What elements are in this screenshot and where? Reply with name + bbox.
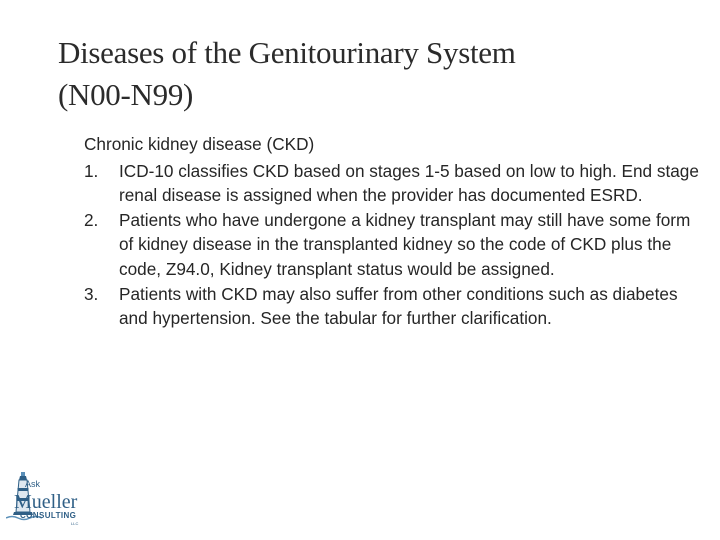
company-logo (6, 468, 102, 532)
title-line-2: (N00-N99) (58, 77, 194, 112)
list-item-text: ICD-10 classifies CKD based on stages 1-5 based on low to high. End stage renal disease is assigned when the provider has documented ESRD. (119, 160, 699, 206)
logo-graphic (6, 468, 102, 532)
list-item (84, 208, 704, 282)
slide-title (58, 32, 678, 116)
logo-word-llc: LLC (71, 521, 79, 526)
intro-text: Chronic kidney disease (CKD) (84, 134, 315, 154)
slide-body (84, 132, 704, 331)
numbered-list (84, 159, 704, 331)
list-item-number: 2. (84, 209, 99, 230)
list-item-number: 3. (84, 283, 99, 304)
list-item (84, 159, 704, 208)
list-item (84, 282, 704, 331)
title-line-1: Diseases of the Genitourinary System (58, 35, 516, 70)
logo-word-ask: Ask (25, 479, 41, 489)
logo-word-mueller: Mueller (14, 491, 78, 513)
list-item-number: 1. (84, 160, 99, 181)
list-item-text: Patients with CKD may also suffer from other conditions such as diabetes and hypertension. See the tabular for further clarification. (119, 283, 678, 329)
logo-word-consulting: CONSULTING (20, 511, 77, 520)
list-item-text: Patients who have undergone a kidney transplant may still have some form of kidney disease in the transplanted kidney so the code of CKD plus the code, Z94.0, Kidney transplant status would be assigned. (119, 209, 691, 279)
